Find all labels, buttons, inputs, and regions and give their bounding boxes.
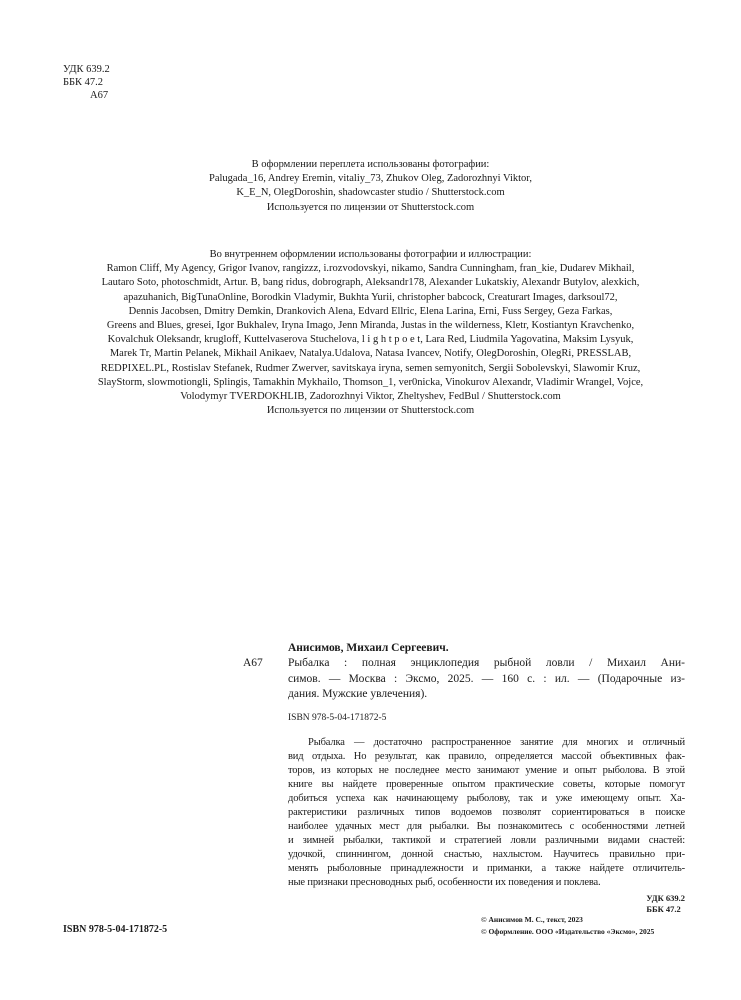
- credit-line: REDPIXEL.PL, Rostislav Stefanek, Rudmer Zwerver, savitskaya iryna, semen semyonitch, Sergii Sobolevskyi, Slawomir Kruz,: [100, 362, 641, 374]
- footer-isbn: ISBN 978-5-04-171872-5: [63, 924, 168, 935]
- annotation-line: и зимней рыбалки, тактикой и стратегией ловли различными видами снастей:: [288, 835, 685, 847]
- annotation-line: наиболее удачных мест для рыбалки. Вы познакомитесь с особенностями летней: [288, 821, 685, 833]
- credit-line: Kovalchuk Oleksandr, krugloff, Kuttelvaserova Stuchelova, l i g h t p o e t, Lara Red, Liudmila Yagovatina, Maksim Lysyuk,: [107, 334, 634, 346]
- credit-line: Во внутреннем оформлении использованы фотографии и иллюстрации:: [209, 249, 532, 260]
- credit-line: Greens and Blues, gresei, Igor Bukhalev, Iryna Imago, Jenn Miranda, Justas in the wilderness, Kletr, Kostiantyn Kravchenko,: [106, 320, 635, 332]
- annotation: [243, 736, 685, 915]
- bibliographic-record: [243, 641, 685, 915]
- bbk-code: ББК 47.2: [63, 77, 104, 88]
- credit-line: В оформлении переплета использованы фотографии:: [251, 159, 490, 170]
- udk-code: УДК 639.2: [63, 64, 110, 75]
- credit-line: SlayStorm, slowmotiongli, Splingis, Tamakhin Mykhailo, Thomson_1, ver0nicka, Vinokurov Alexandr, Vladimir Wrangel, Vojce,: [97, 376, 644, 388]
- entry-line: Рыбалка : полная энциклопедия рыбной ловли / Михаил Ани-: [288, 657, 685, 669]
- record-entry: [243, 656, 685, 703]
- record-isbn: ISBN 978-5-04-171872-5: [288, 712, 387, 723]
- entry-line: дания. Мужские увлечения).: [288, 688, 428, 700]
- annotation-line: Рыбалка — достаточно распространенное занятие для многих и отличный: [308, 736, 685, 748]
- credit-line: Используется по лицензии от Shutterstock.com: [266, 405, 475, 417]
- entry-line: симов. — Москва : Эксмо, 2025. — 160 с. : ил. — (Подарочные из-: [288, 672, 685, 685]
- inner-credits: [40, 248, 701, 418]
- annotation-line: вид отдыха. Но результат, как правило, определяется массой объективных фак-: [288, 750, 685, 762]
- record-author: Анисимов, Михаил Сергеевич.: [288, 642, 449, 654]
- credit-line: Dennis Jacobsen, Dmitry Demkin, Drankovich Alena, Edvard Ellric, Elena Larina, Erni, Fuss Sergey, Geza Farkas,: [128, 305, 613, 317]
- credit-line: Volodymyr TVERDOKHLIB, Zadorozhnyi Viktor, Zheltyshev, FedBul / Shutterstock.com: [180, 391, 561, 403]
- annotation-line: книге вы найдете проверенные опытом практические советы, которые помогут: [288, 778, 685, 790]
- credit-line: Palugada_16, Andrey Eremin, vitaliy_73, Zhukov Oleg, Zadorozhnyi Viktor,: [208, 173, 533, 185]
- annotation-codes: [288, 893, 685, 915]
- library-codes: [63, 63, 110, 102]
- annotation-line: добиться успеха как начинающему рыболову, так и уже имеющему опыт. Ха-: [288, 792, 685, 804]
- credit-line: Lautaro Soto, photoschmidt, Artur. B, bang ridus, dobrograph, Aleksandr178, Alexander Lukatskiy, Alexandr Butylov, alexkich,: [101, 277, 640, 289]
- author-mark: А67: [90, 90, 109, 101]
- record-mark: А67: [243, 657, 263, 669]
- annotation-line: торов, из которых не последнее место занимают умение и опыт рыболова. В этой: [288, 764, 685, 776]
- annotation-line: рактеристики различных типов водоемов позволят сориентироваться в поиске: [288, 806, 685, 818]
- copyright-author: © Анисимов М. С., текст, 2023: [481, 915, 583, 924]
- annotation-line: удочкой, спиннингом, донной снастью, нахлыстом. Научитесь правильно при-: [288, 849, 685, 861]
- credit-line: Используется по лицензии от Shutterstock.com: [266, 201, 475, 213]
- copyright-design: © Оформление. ООО «Издательство «Эксмо», 2025: [481, 927, 655, 936]
- credit-line: K_E_N, OlegDoroshin, shadowcaster studio / Shutterstock.com: [236, 187, 505, 199]
- credit-line: Ramon Cliff, My Agency, Grigor Ivanov, rangizzz, i.rozvodovskyi, nikamo, Sandra Cunningham, fran_kie, Dudarev Mikhail,: [106, 263, 635, 275]
- bbk-code: ББК 47.2: [646, 903, 681, 914]
- annotation-line: ные признаки пресноводных рыб, особенности их поведения и поклева.: [288, 877, 601, 889]
- credit-line: Marek Tr, Martin Pelanek, Mikhail Anikaev, Natalya.Udalova, Natasa Ivancev, Notify, OlegDoroshin, OlegRi, PRESSLAB,: [109, 348, 632, 360]
- udk-code: УДК 639.2: [646, 892, 685, 903]
- credit-line: apazuhanich, BigTunaOnline, Borodkin Vladymir, Bukhta Yurii, christopher babcock, Creaturart Images, darksoul72,: [123, 291, 618, 303]
- copyright-block: [481, 914, 654, 938]
- cover-credits: [40, 158, 701, 215]
- annotation-line: менять рыболовные принадлежности и приманки, а также найдете отличитель-: [288, 863, 685, 875]
